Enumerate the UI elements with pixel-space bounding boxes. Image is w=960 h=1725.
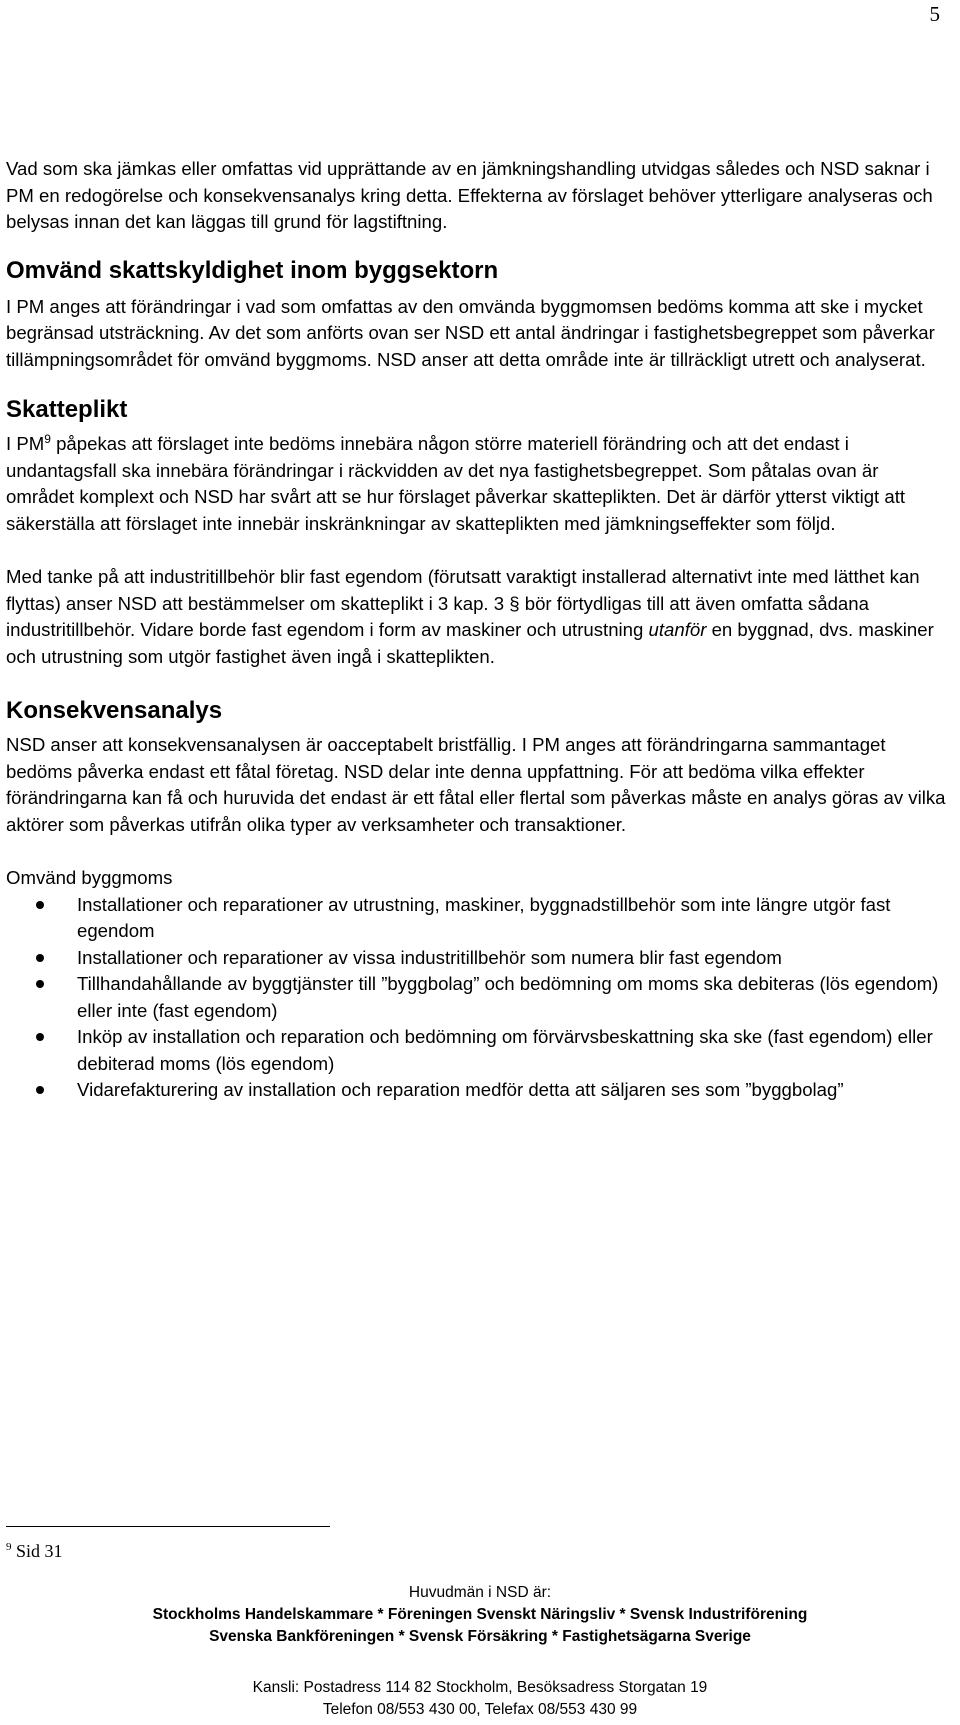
list-item (6, 971, 951, 1024)
footer-contact (0, 1677, 960, 1721)
list-item (6, 892, 951, 945)
list-item-text: Installationer och reparationer av utrustning, maskiner, byggnadstillbehör som inte längre utgör fast egendom (77, 893, 891, 941)
skatteplikt-paragraph-1 (6, 431, 951, 537)
footer-members (0, 1604, 960, 1648)
footer-members-line-1: Stockholms Handelskammare * Föreningen Svenskt Näringsliv * Svensk Industriförening (152, 1606, 808, 1623)
omvand-heading: Omvänd skattskyldighet inom byggsektorn (6, 256, 499, 284)
omvand-paragraph: I PM anges att förändringar i vad som omfattas av den omvända byggmomsen bedöms komma att ske i mycket begränsad utsträckning. Av det som anförts ovan ser NSD ett antal ändringar i fastighetsbegreppet som påverkar tillämpningsområdet för omvänd byggmoms. NSD anser att detta område inte är tillräckligt utrett och analyserat. (6, 295, 935, 370)
footnote-reference: 9 (44, 431, 51, 446)
list-item (6, 1024, 951, 1077)
footnote-divider (6, 1526, 330, 1527)
bullet-icon (36, 901, 44, 909)
bullet-icon (36, 1033, 44, 1041)
bullet-list (6, 892, 951, 1104)
document-body (6, 156, 951, 1104)
page-number: 5 (929, 2, 940, 26)
footer-address: Kansli: Postadress 114 82 Stockholm, Besöksadress Storgatan 19 (252, 1679, 708, 1696)
list-item-text: Inköp av installation och reparation och bedömning om förvärvsbeskattning ska ske (fast egendom) eller debiterad moms (lös egendom) (77, 1026, 933, 1074)
skatteplikt-p2-italic: utanför (648, 619, 707, 640)
skatteplikt-paragraph-2 (6, 564, 951, 670)
skatteplikt-p1-start: I PM (6, 433, 45, 454)
footnote (6, 1541, 63, 1562)
skatteplikt-heading: Skatteplikt (6, 396, 128, 423)
intro-paragraph: Vad som ska jämkas eller omfattas vid upprättande av en jämkningshandling utvidgas således och NSD saknar i PM en redogörelse och konsekvensanalys kring detta. Effekterna av förslaget behöver ytterligare analyseras och belysas innan det kan läggas till grund för lagstiftning. (6, 158, 933, 232)
footer-members-line-2: Svenska Bankföreningen * Svensk Försäkring * Fastighetsägarna Sverige (209, 1628, 751, 1645)
list-item-text: Installationer och reparationer av vissa industritillbehör som numera blir fast egendom (77, 946, 782, 968)
footer-phone: Telefon 08/553 430 00, Telefax 08/553 430 99 (322, 1701, 638, 1718)
footer-heading (0, 1582, 960, 1604)
footnote-text: Sid 31 (11, 1541, 63, 1561)
footnote-number: 9 (6, 1541, 12, 1553)
skatteplikt-p1-rest: påpekas att förslaget inte bedöms innebära någon större materiell förändring och att det endast i undantagsfall ska innebära förändringar i räckvidden av det nya fastighetsbegreppet. Som påtalas ovan är området komplext och NSD har svårt att se hur förslaget påverkar skatteplikten. Det är därför ytterst viktigt att säkerställa att förslaget inte innebär inskränkningar av skatteplikten med jämkningseffekter som följd. (6, 433, 906, 534)
bullet-icon (36, 1086, 44, 1094)
bullet-icon (36, 954, 44, 962)
bullet-icon (36, 980, 44, 988)
omvand-byggmoms-subheading: Omvänd byggmoms (6, 867, 173, 888)
skatteplikt-p2-end: en byggnad, dvs. maskiner och utrustning som utgör fastighet även ingå i skatteplikten. (6, 619, 934, 667)
konsekvens-paragraph: NSD anser att konsekvensanalysen är oacceptabelt bristfällig. I PM anges att förändringarna sammantaget bedöms påverka endast ett fåtal företag. NSD delar inte denna uppfattning. För att bedöma vilka effekter förändringarna kan få och huruvida det endast är ett fåtal eller flertal som påverkas måste en analys göras av vilka aktörer som påverkas utifrån olika typer av verksamheter och transaktioner. (6, 734, 946, 835)
list-item-text: Tillhandahållande av byggtjänster till ”byggbolag” och bedömning om moms ska debiteras (lös egendom) eller inte (fast egendom) (77, 973, 939, 1021)
list-item (6, 945, 951, 972)
list-item (6, 1077, 951, 1104)
footer-heading-text: Huvudmän i NSD är: (408, 1584, 552, 1601)
skatteplikt-p2-start: Med tanke på att industritillbehör blir fast egendom (förutsatt varaktigt installerad alternativt inte med lätthet kan flyttas) anser NSD att bestämmelser om skatteplikt i 3 kap. 3 § bör förtydligas till att även omfatta sådana industritillbehör. Vidare borde fast egendom i form av maskiner och utrustning (6, 566, 920, 640)
list-item-text: Vidarefakturering av installation och reparation medför detta att säljaren ses som ”byggbolag” (77, 1079, 844, 1100)
konsekvens-heading: Konsekvensanalys (6, 697, 223, 724)
